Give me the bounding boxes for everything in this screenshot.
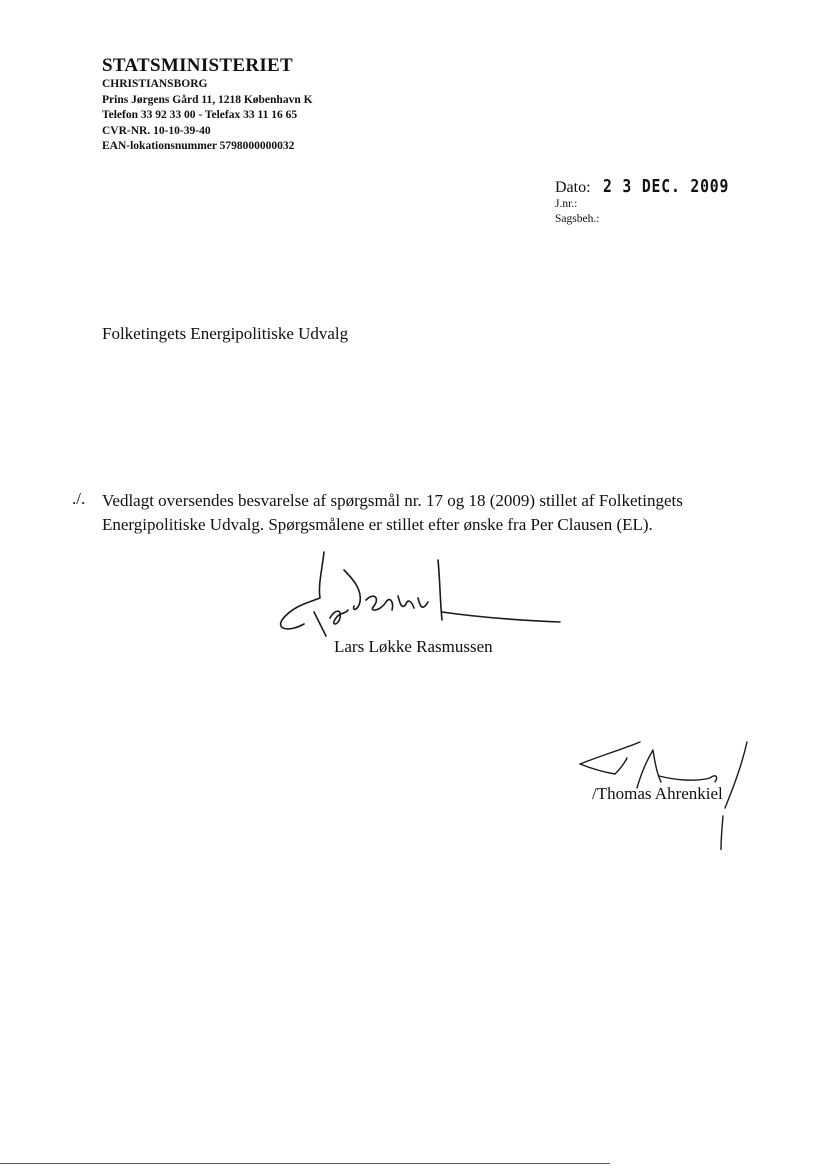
document-meta [555,176,756,227]
letterhead-address-building: CHRISTIANSBORG [102,78,208,90]
body-paragraph [102,489,762,537]
date-label: Dato: [555,179,591,196]
date-stamp: 2 3 DEC. 2009 [602,176,729,197]
page-bottom-rule [0,1163,610,1164]
signer-name-1: Lars Løkke Rasmussen [334,637,493,656]
journal-number-label: J.nr.: [555,198,578,210]
letterhead-ean-number: EAN-lokationsnummer 5798000000032 [102,140,295,152]
letterhead-phone-fax: Telefon 33 92 33 00 - Telefax 33 11 16 65 [102,109,298,121]
letterhead-address-street: Prins Jørgens Gård 11, 1218 København K [102,93,313,106]
signer-name-2: /Thomas Ahrenkiel [592,784,723,803]
organization-name: STATSMINISTERIET [102,55,293,76]
body-line: Energipolitiske Udvalg. Spørgsmålene er stillet efter ønske fra Per Clausen (EL). [102,515,653,534]
body-line: Vedlagt oversendes besvarelse af spørgsmål nr. 17 og 18 (2009) stillet af Folketingets [102,491,683,510]
enclosure-mark: ./. [72,489,86,508]
case-officer-label: Sagsbeh.: [555,213,600,225]
date-row [555,176,756,197]
handwritten-signature-1 [270,540,570,640]
letterhead [102,55,313,155]
recipient: Folketingets Energipolitiske Udvalg [102,324,349,343]
letterhead-cvr-number: CVR-NR. 10-10-39-40 [102,124,211,137]
